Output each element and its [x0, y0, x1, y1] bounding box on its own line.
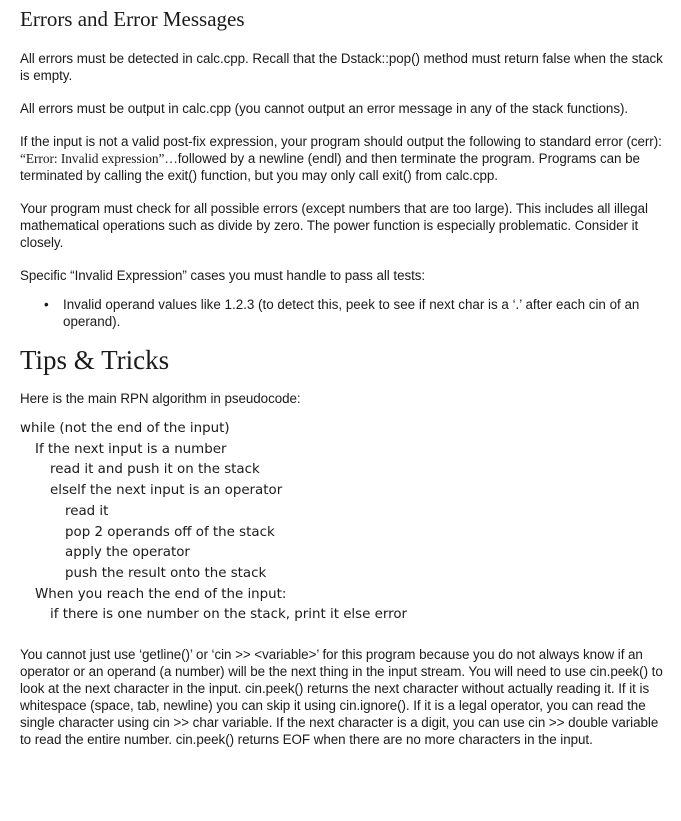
pseudocode-line: elself the next input is an operator: [50, 483, 283, 499]
pseudocode-line: while (not the end of the input): [20, 421, 230, 436]
paragraph-check-all-errors: Your program must check for all possible errors (except numbers that are too large). This includes all illegal mathematical operations such as divide by zero. The power function is especially problematic. Consider it closely.: [20, 201, 648, 250]
paragraph-rpn-intro: Here is the main RPN algorithm in pseudocode:: [20, 391, 301, 406]
invalid-postfix-text-end: followed by a newline (endl) and then terminate the program. Programs can be terminated by calling the exit() function, but you may only call exit() from calc.cpp.: [20, 151, 640, 183]
pseudocode-line: read it: [65, 503, 109, 519]
pseudocode-block: [20, 419, 670, 626]
errors-heading: Errors and Error Messages: [20, 7, 245, 31]
bullet-icon: •: [44, 297, 49, 312]
pseudocode-line: If the next input is a number: [35, 441, 227, 457]
pseudocode-line: pop 2 operands off of the stack: [65, 524, 275, 540]
error-message-example: “Error: Invalid expression”…: [20, 151, 178, 166]
list-item: [44, 296, 670, 330]
pseudocode-line: if there is one number on the stack, print it else error: [50, 607, 408, 623]
paragraph-invalid-postfix: [20, 133, 670, 184]
paragraph-specific-cases: Specific “Invalid Expression” cases you must handle to pass all tests:: [20, 268, 426, 283]
invalid-cases-list: [20, 296, 670, 330]
tips-heading: Tips & Tricks: [20, 345, 170, 375]
pseudocode-line: push the result onto the stack: [65, 565, 267, 581]
list-item-text: Invalid operand values like 1.2.3 (to detect this, peek to see if next char is a ‘.’ after each cin of an operand).: [63, 297, 640, 329]
invalid-postfix-text-start: If the input is not a valid post-fix expression, your program should output the following to standard error (cerr):: [20, 134, 662, 149]
document-page: [20, 0, 670, 764]
paragraph-output-errors: All errors must be output in calc.cpp (you cannot output an error message in any of the stack functions).: [20, 101, 629, 116]
paragraph-detect-errors: All errors must be detected in calc.cpp. Recall that the Dstack::pop() method must return false when the stack is empty.: [20, 51, 663, 83]
pseudocode-line: apply the operator: [65, 545, 190, 561]
paragraph-cin-peek: You cannot just use ‘getline()’ or ‘cin >> <variable>’ for this program because you do not always know if an operator or an operand (a number) will be the next thing in the input stream. You will need to use cin.peek() to look at the next character in the input. cin.peek() returns the next character without actually reading it. If it is whitespace (space, tab, newline) you can skip it using cin.ignore(). If it is a legal operator, you can read the single character using cin >> char variable. If the next character is a digit, you can use cin >> double variable to read the entire number. cin.peek() returns EOF when there are no more characters in the input.: [20, 647, 663, 748]
pseudocode-line: When you reach the end of the input:: [35, 586, 287, 602]
pseudocode-line: read it and push it on the stack: [50, 462, 260, 478]
